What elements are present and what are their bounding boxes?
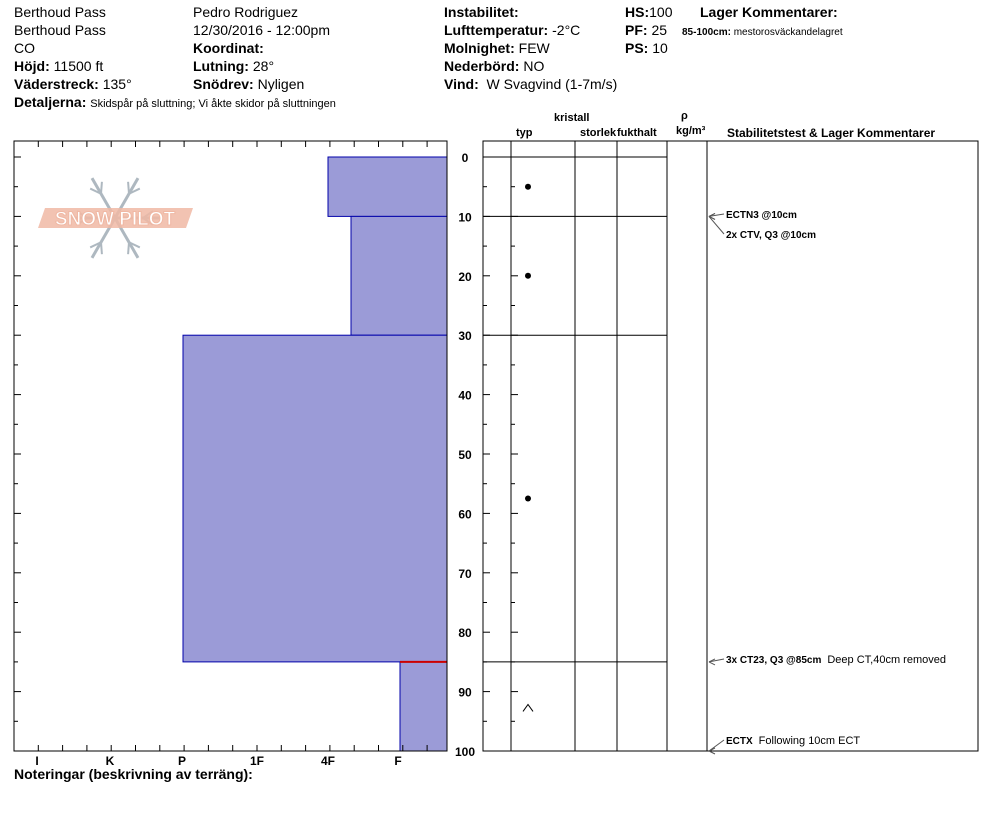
test-result: 3x CT23, Q3 @85cm: [726, 655, 822, 666]
slope-label: Lutning:: [193, 58, 249, 74]
wind-loading-value: Nyligen: [257, 76, 305, 92]
wind-loading-label: Snödrev:: [193, 76, 254, 92]
notes-label: Noteringar (beskrivning av terräng):: [14, 766, 253, 782]
snow-layer: [400, 662, 447, 751]
hardness-label: K: [105, 754, 115, 768]
hardness-label: F: [394, 754, 402, 768]
flake-branch: [128, 182, 129, 194]
observer-name: Pedro Rodriguez: [193, 4, 299, 20]
sky-value: FEW: [518, 40, 550, 56]
precip-label: Nederbörd:: [444, 58, 520, 74]
wind-label: Vind:: [444, 76, 479, 92]
stability-test-entry: [726, 735, 860, 747]
grain-type-symbol: [525, 184, 531, 190]
col-rho: ρ: [681, 110, 688, 122]
hs-value: 100: [649, 4, 673, 20]
depth-label: 70: [458, 566, 472, 581]
col-storlek: storlek: [580, 127, 617, 139]
hs-label: HS:: [625, 4, 650, 20]
sky-label: Molnighet:: [444, 40, 515, 56]
depth-label: 10: [458, 210, 472, 225]
depth-label: 60: [458, 507, 472, 522]
test-result: ECTX: [726, 736, 753, 747]
layer-comments-label: Lager Kommentarer:: [700, 4, 838, 20]
details-label: Detaljerna:: [14, 94, 87, 110]
hardness-label: 1F: [249, 754, 265, 768]
depth-label: 0: [461, 151, 469, 165]
flake-branch: [101, 182, 102, 194]
col-fukthalt: fukthalt: [617, 127, 657, 139]
col-typ: typ: [516, 127, 533, 139]
layer-comment-range: 85-100cm:: [682, 27, 731, 38]
coordinate-label: Koordinat:: [193, 40, 264, 56]
depth-label: 80: [458, 626, 472, 641]
test-comment: Following 10cm ECT: [758, 735, 861, 747]
aspect-value: 135°: [102, 76, 132, 92]
aspect-label: Väderstreck:: [14, 76, 99, 92]
snow-layer: [328, 157, 447, 216]
flake-branch: [101, 242, 102, 254]
elevation-value: 11500 ft: [53, 58, 104, 74]
grain-type-symbol: [523, 704, 533, 711]
hardness-label: 4F: [320, 754, 336, 768]
col-density-unit: kg/m³: [676, 125, 706, 137]
air-temp-label: Lufttemperatur:: [444, 22, 549, 38]
location-state: CO: [14, 40, 35, 56]
snowpilot-logo: [38, 178, 193, 258]
layer-comment-text: mestorosväckandelagret: [733, 27, 843, 38]
slope-value: 28°: [252, 58, 275, 74]
air-temp-value: -2°C: [552, 22, 581, 38]
location-name: Berthoud Pass: [14, 4, 106, 20]
hardness-label: I: [35, 754, 39, 768]
test-comment: Deep CT,40cm removed: [827, 654, 946, 666]
details-value: Skidspår på sluttning; Vi åkte skidor på sluttningen: [90, 98, 336, 110]
stability-test-entry: [726, 210, 797, 221]
snow-layer: [351, 216, 447, 335]
snow-layer: [183, 335, 447, 662]
precip-value: NO: [523, 58, 545, 74]
observation-datetime: 12/30/2016 - 12:00pm: [193, 22, 330, 38]
instability-label: Instabilitet:: [444, 4, 519, 20]
depth-label: 90: [458, 685, 472, 700]
stability-test-entry: [726, 654, 946, 666]
col-stability: Stabilitetstest & Lager Kommentarer: [727, 126, 936, 140]
depth-label: 30: [458, 329, 472, 344]
pf-label: PF:: [625, 22, 648, 38]
depth-label: 100: [454, 745, 476, 759]
stability-test-entry: [726, 230, 816, 241]
flake-branch: [128, 242, 129, 254]
location-area: Berthoud Pass: [14, 22, 106, 38]
ps-label: PS:: [625, 40, 649, 56]
grain-type-symbol: [525, 496, 531, 502]
elevation-label: Höjd:: [14, 58, 50, 74]
grain-type-symbol: [525, 273, 531, 279]
test-leader-line: [709, 216, 724, 234]
depth-label: 40: [458, 388, 472, 403]
pf-value: 25: [651, 22, 668, 38]
logo-text: SNOW PILOT: [54, 209, 176, 230]
test-arrow-icon: [709, 659, 715, 665]
hardness-label: P: [177, 754, 187, 768]
depth-label: 50: [458, 448, 472, 462]
ps-value: 10: [652, 40, 668, 56]
col-kristall: kristall: [554, 112, 590, 124]
wind-value: W Svagvind (1-7m/s): [486, 76, 618, 92]
test-result: 2x CTV, Q3 @10cm: [726, 230, 816, 241]
depth-label: 20: [458, 269, 472, 284]
test-result: ECTN3 @10cm: [726, 210, 797, 221]
